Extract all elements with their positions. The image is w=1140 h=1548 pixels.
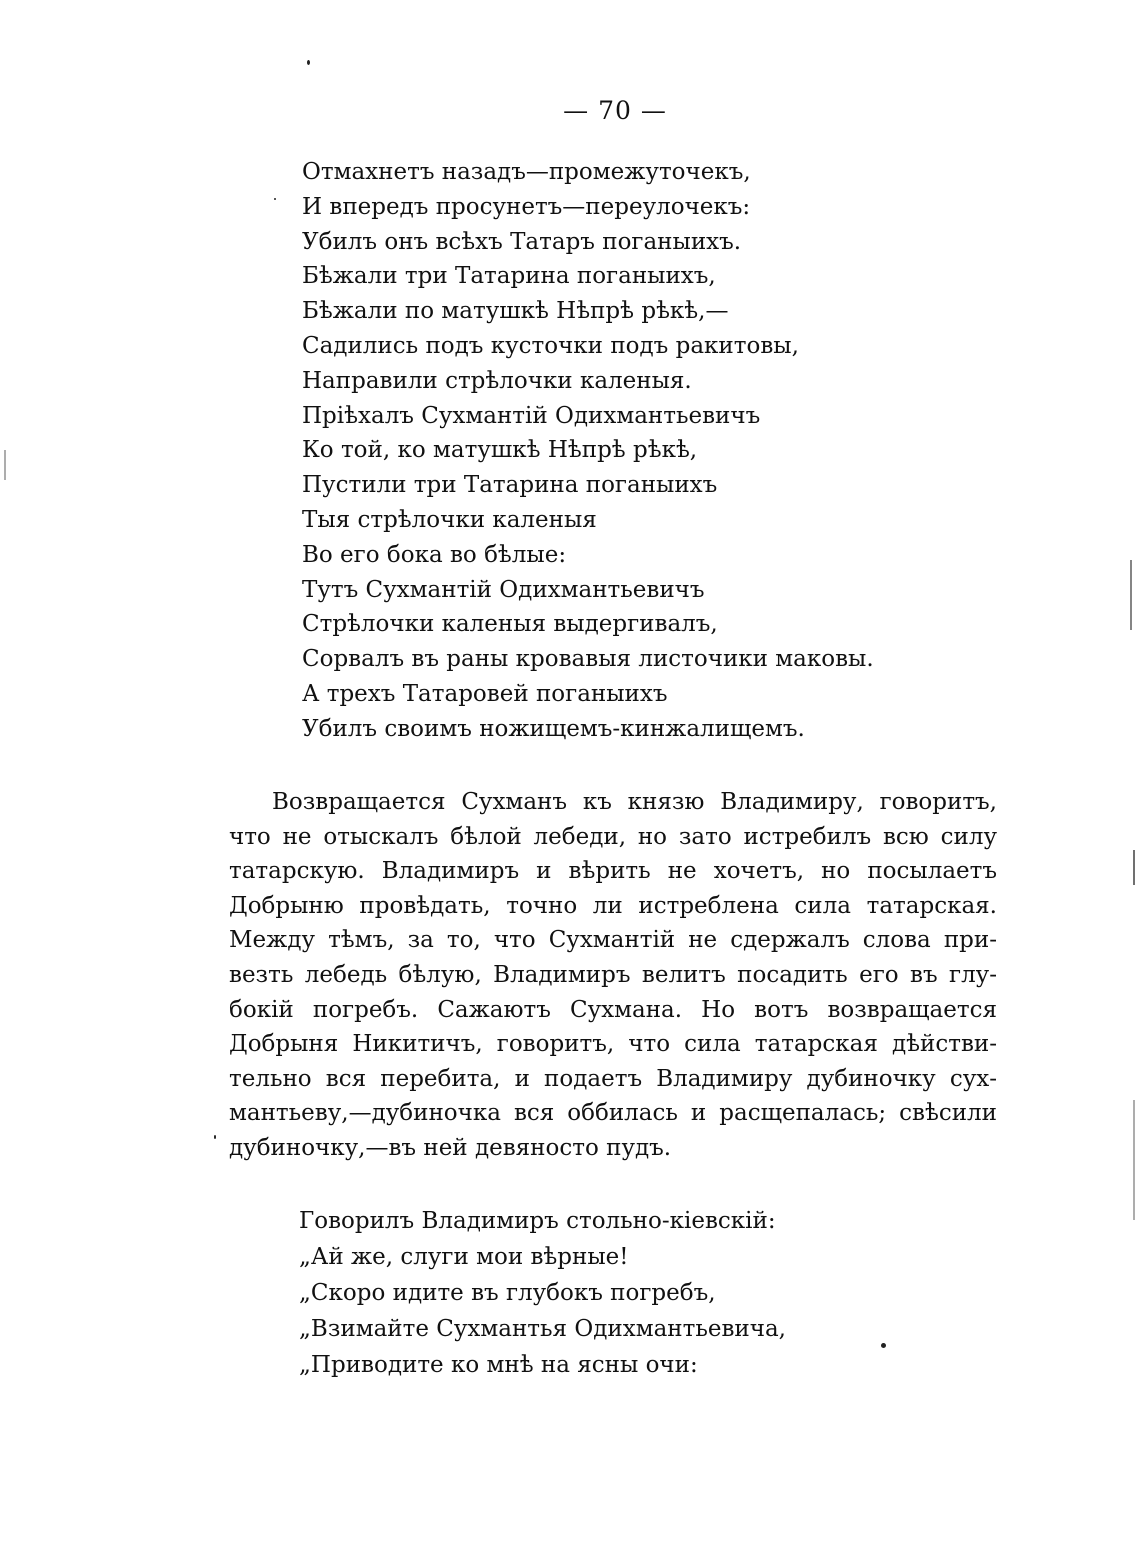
prose-line: что не отыскалъ бѣлой лебеди, но зато истребилъ всю силу: [229, 823, 997, 850]
verse-line: Бѣжали по матушкѣ Нѣпрѣ рѣкѣ,—: [302, 298, 729, 325]
prose-line: дубиночку,—въ ней девяносто пудъ.: [229, 1134, 672, 1161]
scan-edge-mark: [4, 450, 6, 480]
prose-line: тельно вся перебита, и подаетъ Владимиру дубиночку сух-: [229, 1065, 997, 1092]
verse-stanza-2: [299, 1203, 786, 1383]
prose-line: татарскую. Владимиръ и вѣрить не хочетъ, но посылаетъ: [229, 858, 997, 885]
verse-line: „Приводите ко мнѣ на ясны очи:: [299, 1352, 698, 1378]
prose-line: Добрыню провѣдать, точно ли истреблена сила татарская.: [229, 892, 997, 919]
verse-line: Ко той, ко матушкѣ Нѣпрѣ рѣкѣ,: [302, 437, 698, 464]
scan-edge-mark: [1133, 1100, 1135, 1220]
verse-line: Говорилъ Владимиръ стольно-кіевскій:: [299, 1208, 776, 1234]
scan-speck: [214, 1135, 216, 1139]
verse-line: Направили стрѣлочки каленыя.: [302, 367, 692, 394]
prose-line: Добрыня Никитичъ, говоритъ, что сила татарская дѣйстви-: [229, 1031, 997, 1058]
prose-paragraph: [229, 785, 997, 1166]
scan-speck: [881, 1343, 886, 1348]
verse-line: Убилъ своимъ ножищемъ-кинжалищемъ.: [302, 715, 805, 742]
prose-line: везть лебедь бѣлую, Владимиръ велитъ посадить его въ глу-: [229, 961, 997, 988]
verse-stanza-1: [302, 155, 874, 747]
verse-line: „Скоро идите въ глубокъ погребъ,: [299, 1280, 716, 1306]
scan-edge-mark: [1130, 560, 1132, 630]
verse-line: „Взимайте Сухмантья Одихмантьевича,: [299, 1316, 786, 1342]
verse-line: Тутъ Сухмантій Одихмантьевичъ: [302, 576, 705, 603]
page-number: — 70 —: [563, 96, 667, 125]
scan-speck: [274, 198, 276, 200]
prose-line: Между тѣмъ, за то, что Сухмантій не сдержалъ слова при-: [229, 927, 997, 954]
verse-line: Тыя стрѣлочки каленыя: [302, 506, 597, 533]
verse-line: Сорвалъ въ раны кровавыя листочики маковы.: [302, 646, 874, 673]
prose-line: Возвращается Сухманъ къ князю Владимиру, говоритъ,: [272, 789, 997, 815]
prose-line: бокій погребъ. Сажаютъ Сухмана. Но вотъ возвращается: [229, 996, 997, 1023]
verse-line: Пустили три Татарина поганыихъ: [302, 472, 718, 499]
verse-line: Стрѣлочки каленыя выдергивалъ,: [302, 611, 718, 638]
verse-line: И впередъ просунетъ—переулочекъ:: [302, 193, 751, 220]
verse-line: „Ай же, слуги мои вѣрные!: [299, 1244, 629, 1270]
verse-line: Отмахнетъ назадъ—промежуточекъ,: [302, 159, 751, 185]
verse-line: Убилъ онъ всѣхъ Татаръ поганыихъ.: [302, 228, 742, 255]
verse-line: Садились подъ кусточки подъ ракитовы,: [302, 332, 799, 359]
prose-line: мантьеву,—дубиночка вся оббилась и расщепалась; свѣсили: [229, 1100, 997, 1127]
verse-line: Пріѣхалъ Сухмантій Одихмантьевичъ: [302, 402, 761, 429]
verse-line: Во его бока во бѣлые:: [302, 541, 567, 568]
scan-speck: [307, 60, 310, 65]
verse-line: А трехъ Татаровей поганыихъ: [302, 680, 668, 707]
verse-line: Бѣжали три Татарина поганыихъ,: [302, 263, 716, 290]
scan-edge-mark: [1133, 850, 1135, 885]
